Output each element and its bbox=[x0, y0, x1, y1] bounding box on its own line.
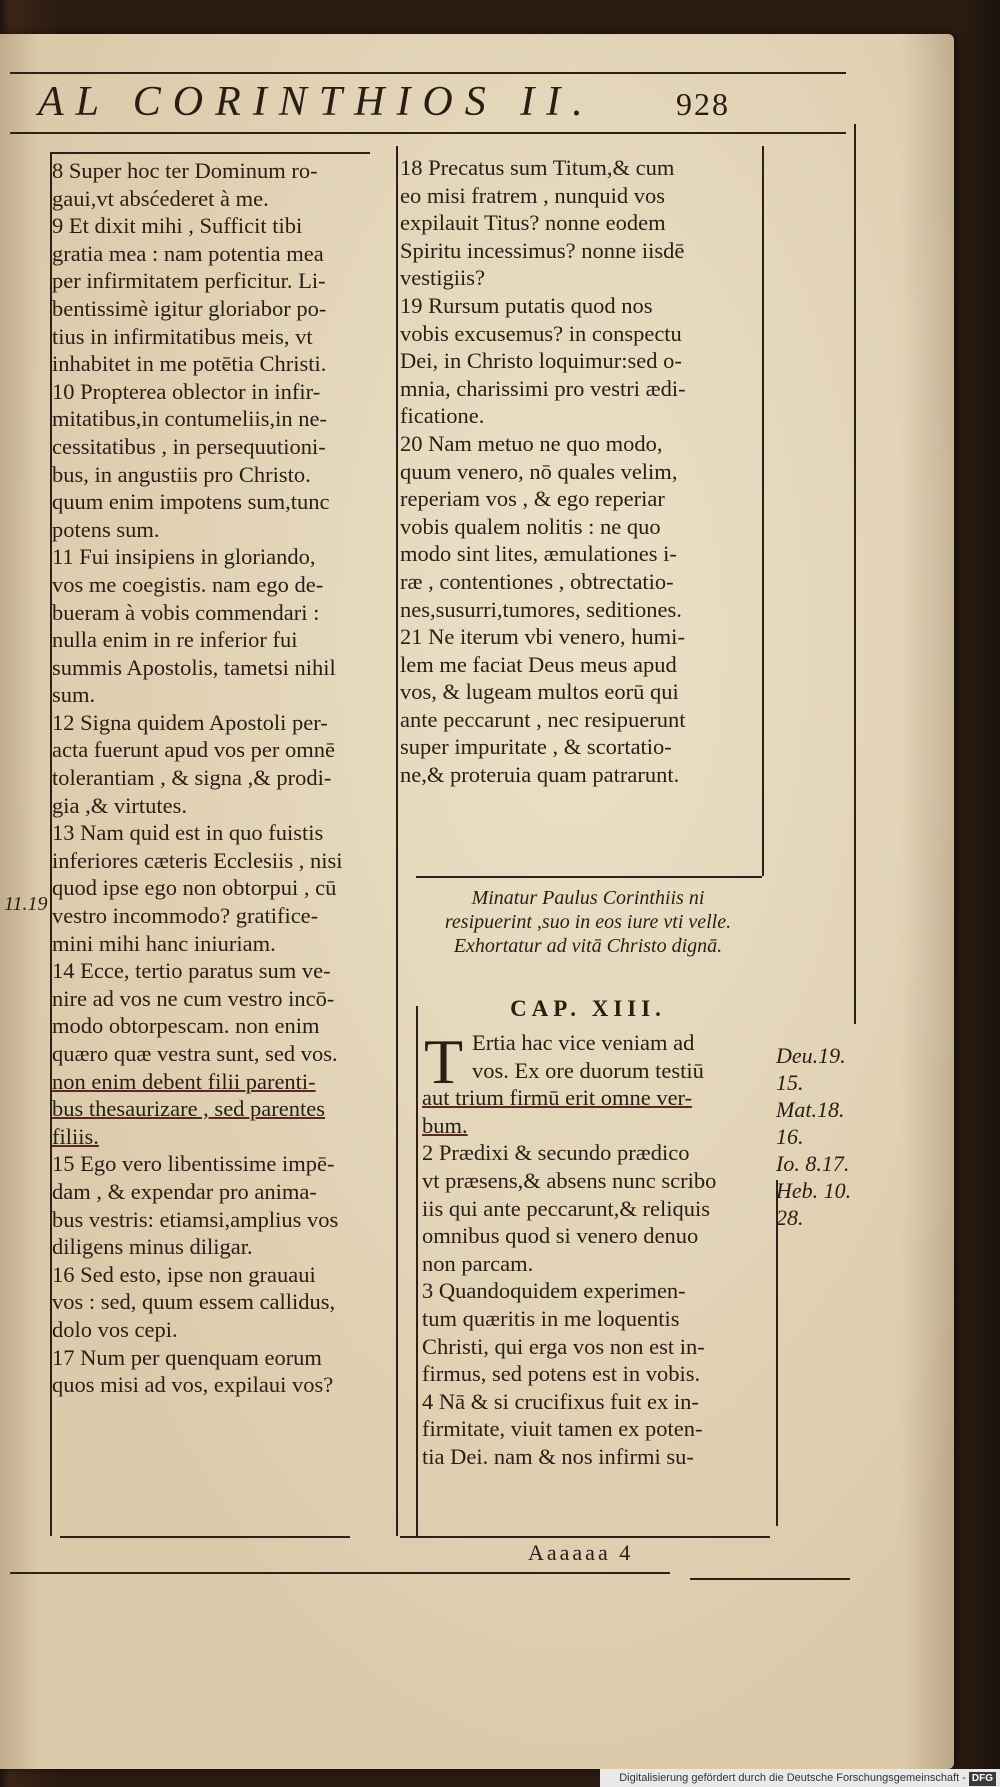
chapter-summary bbox=[418, 886, 758, 958]
text-line: 10 Propterea oblector in infir- bbox=[52, 378, 321, 404]
text-line: 18 Precatus sum Titum,& cum bbox=[400, 155, 675, 180]
underlined-text-line: filiis. bbox=[52, 1123, 99, 1149]
margin-reference: Deu.19. bbox=[776, 1043, 846, 1068]
text-line: tius in infirmitatibus meis, vt bbox=[52, 323, 313, 349]
bottom-column-rule bbox=[60, 1536, 350, 1538]
text-line: firmus, sed potens est in vobis. bbox=[422, 1361, 701, 1387]
text-line: tia Dei. nam & nos infirmi su- bbox=[422, 1443, 694, 1469]
text-line: gia ,& virtutes. bbox=[52, 792, 187, 818]
text-line: bentissimè igitur gloriabor po- bbox=[52, 295, 327, 321]
chapter-text-column bbox=[422, 1026, 762, 1471]
text-line: 15 Ego vero libentissime impē- bbox=[52, 1151, 335, 1177]
text-line: 12 Signa quidem Apostoli per- bbox=[52, 709, 328, 735]
margin-reference: 15. bbox=[776, 1070, 804, 1095]
text-line: vestigiis? bbox=[400, 265, 485, 291]
text-line: bueram à vobis commendari : bbox=[52, 599, 320, 625]
text-line: nire ad vos ne cum vestro incō- bbox=[52, 985, 335, 1011]
margin-reference: 16. bbox=[776, 1124, 804, 1149]
text-line: 13 Nam quid est in quo fuistis bbox=[52, 820, 324, 846]
text-line: 8 Super hoc ter Dominum ro- bbox=[52, 158, 318, 183]
drop-capital: T bbox=[424, 1026, 464, 1097]
text-line: vos. Ex ore duorum testiū bbox=[472, 1057, 704, 1083]
signature-mark: Aaaaaa 4 bbox=[528, 1540, 634, 1565]
dfg-logo: DFG bbox=[969, 1772, 996, 1786]
text-line: modo obtorpescam. non enim bbox=[52, 1013, 320, 1039]
text-line: ficatione. bbox=[400, 403, 485, 429]
underlined-text-line: non enim debent filii parenti- bbox=[52, 1068, 316, 1094]
text-line: summis Apostolis, tametsi nihil bbox=[52, 654, 336, 680]
chapter-heading: CAP. XIII. bbox=[510, 996, 666, 1021]
page-number: 928 bbox=[676, 86, 730, 122]
left-column-top-rule bbox=[50, 152, 370, 154]
text-line: expilauit Titus? nonne eodem bbox=[400, 210, 666, 236]
text-line: Ertia hac vice veniam ad bbox=[472, 1030, 695, 1055]
text-line: vobis qualem nolitis : ne quo bbox=[400, 513, 661, 539]
text-line: 16 Sed esto, ipse non grauaui bbox=[52, 1261, 316, 1287]
text-line: ante peccarunt , nec resipuerunt bbox=[400, 706, 686, 732]
text-line: 21 Ne iterum vbi venero, humi- bbox=[400, 624, 685, 650]
text-line: tum quæritis in me loquentis bbox=[422, 1305, 680, 1331]
left-text-column bbox=[52, 157, 404, 1399]
text-line: inhabitet in me potētia Christi. bbox=[52, 351, 327, 377]
header-top-rule bbox=[10, 72, 846, 74]
chapter-column-border bbox=[776, 1180, 778, 1526]
text-line: potens sum. bbox=[52, 516, 160, 542]
summary-line: Minatur Paulus Corinthiis ni bbox=[471, 887, 705, 909]
text-line: modo sint lites, æmulationes i- bbox=[400, 541, 677, 567]
running-title: AL CORINTHIOS II. bbox=[38, 79, 595, 125]
text-line: quæro quæ vestra sunt, sed vos. bbox=[52, 1041, 338, 1066]
text-line: Dei, in Christo loquimur:sed o- bbox=[400, 348, 682, 374]
text-line: vestro incommodo? gratifice- bbox=[52, 903, 319, 929]
underlined-text-line: aut trium firmū erit omne ver- bbox=[422, 1085, 693, 1111]
text-line: iis qui ante peccarunt,& reliquis bbox=[422, 1195, 711, 1221]
text-line: vos, & lugeam multos eorū qui bbox=[400, 679, 679, 705]
text-line: bus, in angustiis pro Christo. bbox=[52, 461, 311, 487]
text-line: quum venero, nō quales velim, bbox=[400, 458, 678, 484]
text-line: vos me coegistis. nam ego de- bbox=[52, 571, 324, 597]
chapter-box-left bbox=[416, 1006, 418, 1536]
right-text-column bbox=[400, 154, 760, 789]
text-line: vobis excusemus? in conspectu bbox=[400, 320, 682, 346]
text-line: gaui,vt absćederet à me. bbox=[52, 185, 269, 211]
text-line: nulla enim in re inferior fui bbox=[52, 627, 298, 653]
text-line: quum enim impotens sum,tunc bbox=[52, 489, 330, 515]
text-line: eo misi fratrem , nunquid vos bbox=[400, 182, 665, 208]
text-line: ræ , contentiones , obtrectatio- bbox=[400, 568, 674, 594]
text-line: quos misi ad vos, expilaui vos? bbox=[52, 1372, 334, 1398]
text-line: cessitatibus , in persequutioni- bbox=[52, 433, 326, 459]
right-column-border bbox=[762, 146, 764, 876]
text-line: reperiam vos , & ego reperiar bbox=[400, 486, 665, 512]
text-line: quod ipse ego non obtorpui , cū bbox=[52, 875, 337, 901]
text-line: nes,susurri,tumores, seditiones. bbox=[400, 596, 682, 622]
right-margin-rule bbox=[854, 124, 856, 1024]
bottom-column-rule-right bbox=[400, 1536, 770, 1538]
digitization-credit bbox=[600, 1769, 1000, 1787]
margin-reference: Heb. 10. bbox=[776, 1178, 852, 1203]
summary-line: Exhortatur ad vitā Christo dignā. bbox=[453, 935, 723, 957]
text-line: 14 Ecce, tertio paratus sum ve- bbox=[52, 958, 331, 984]
text-line: tolerantiam , & signa ,& prodi- bbox=[52, 765, 332, 791]
text-line: acta fuerunt apud vos per omnē bbox=[52, 737, 336, 763]
underlined-text-line: bus thesaurizare , sed parentes bbox=[52, 1096, 326, 1122]
text-line: firmitate, viuit tamen ex poten- bbox=[422, 1416, 703, 1442]
summary-line: resipuerint ,suo in eos iure vti velle. bbox=[444, 911, 732, 933]
text-line: sum. bbox=[52, 682, 96, 708]
text-line: mnia, charissimi pro vestri ædi- bbox=[400, 375, 686, 401]
margin-references-right bbox=[776, 1042, 851, 1231]
text-line: vos : sed, quum essem callidus, bbox=[52, 1289, 336, 1315]
text-line: 11 Fui insipiens in gloriando, bbox=[52, 544, 316, 570]
margin-reference: Mat.18. bbox=[776, 1097, 845, 1122]
text-line: mini mihi hanc iniuriam. bbox=[52, 930, 276, 956]
margin-reference-left: 11.19 bbox=[4, 893, 48, 915]
text-line: dam , & expendar pro anima- bbox=[52, 1178, 317, 1204]
text-line: per infirmitatem perficitur. Li- bbox=[52, 268, 326, 294]
text-line: ne,& proteruia quam patrarunt. bbox=[400, 762, 680, 788]
margin-reference: 28. bbox=[776, 1205, 804, 1230]
text-line: super impuritate , & scortatio- bbox=[400, 734, 672, 760]
chapter-separator-rule bbox=[416, 876, 762, 878]
text-line: bus vestris: etiamsi,amplius vos bbox=[52, 1206, 339, 1232]
text-line: 3 Quandoquidem experimen- bbox=[422, 1278, 686, 1304]
text-line: Spiritu incessimus? nonne iisdē bbox=[400, 237, 685, 263]
text-line: non parcam. bbox=[422, 1250, 534, 1276]
text-line: Christi, qui erga vos non est in- bbox=[422, 1333, 705, 1359]
footer-rule-right bbox=[690, 1578, 850, 1580]
text-line: lem me faciat Deus meus apud bbox=[400, 651, 677, 677]
header-bottom-rule bbox=[10, 132, 846, 134]
text-line: 4 Nā & si crucifixus fuit ex in- bbox=[422, 1388, 699, 1414]
credit-text: Digitalisierung gefördert durch die Deutsche Forschungsgemeinschaft - bbox=[619, 1772, 966, 1784]
text-line: mitatibus,in contumeliis,in ne- bbox=[52, 406, 327, 432]
text-line: 2 Prædixi & secundo prædico bbox=[422, 1140, 690, 1166]
text-line: omnibus quod si venero denuo bbox=[422, 1223, 699, 1249]
footer-rule bbox=[10, 1572, 670, 1574]
text-line: 9 Et dixit mihi , Sufficit tibi bbox=[52, 213, 303, 239]
margin-reference: Io. 8.17. bbox=[776, 1151, 850, 1176]
text-line: vt præsens,& absens nunc scribo bbox=[422, 1167, 717, 1193]
text-line: gratia mea : nam potentia mea bbox=[52, 240, 324, 266]
text-line: dolo vos cepi. bbox=[52, 1316, 178, 1342]
text-line: 20 Nam metuo ne quo modo, bbox=[400, 430, 663, 456]
text-line: 17 Num per quenquam eorum bbox=[52, 1344, 322, 1370]
text-line: inferiores cæteris Ecclesiis , nisi bbox=[52, 847, 343, 873]
underlined-text-line: bum. bbox=[422, 1112, 468, 1138]
text-line: 19 Rursum putatis quod nos bbox=[400, 292, 653, 318]
text-line: diligens minus diligar. bbox=[52, 1234, 253, 1260]
